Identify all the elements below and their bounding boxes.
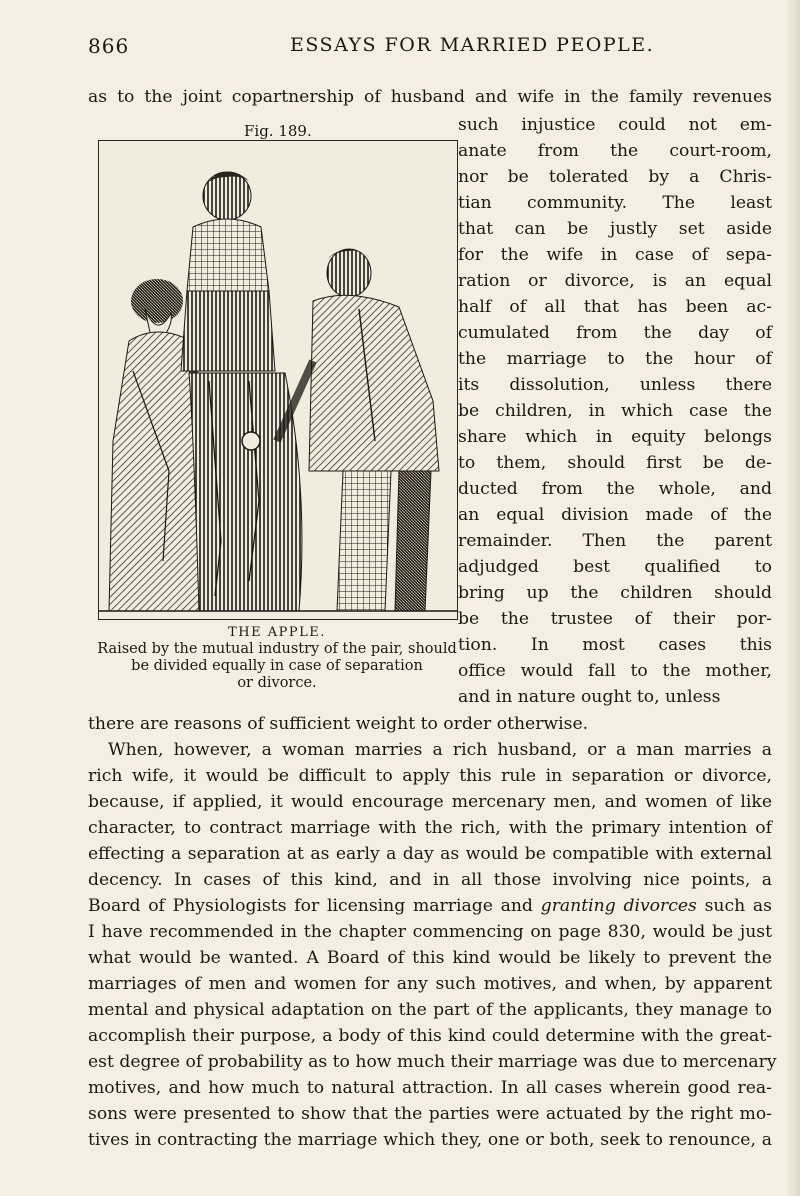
page-number: 866 (88, 34, 130, 58)
caption-title: THE APPLE. (228, 625, 326, 640)
column-line: the marriage to the hour of (458, 349, 772, 369)
body-line: because, if applied, it would encourage mercenary men, and women of like (88, 792, 772, 812)
body-line: est degree of probability as to how much their marriage was due to mercenary (88, 1052, 777, 1072)
column-line: its dissolution, unless there (458, 375, 772, 395)
body-line: decency. In cases of this kind, and in all those involving nice points, a (88, 870, 772, 890)
column-line: ration or divorce, is an equal (458, 271, 772, 291)
body-line: what would be wanted. A Board of this kind would be likely to prevent the (88, 948, 772, 968)
body-line: accomplish their purpose, a body of this kind could determine with the great- (88, 1026, 772, 1046)
apple-icon (242, 432, 260, 450)
body-line: rich wife, it would be difficult to apply this rule in separation or divorce, (88, 766, 772, 786)
caption-line: or divorce. (237, 675, 317, 691)
column-line: adjudged best qualified to (458, 557, 772, 577)
body-line: character, to contract marriage with the rich, with the primary intention of (88, 818, 772, 838)
body-line: effecting a separation at as early a day as would be compatible with external (88, 844, 772, 864)
column-line: and in nature ought to, unless (458, 687, 721, 707)
page-edge-shadow (786, 0, 800, 1196)
body-line-part: such as (696, 896, 772, 916)
figure-label: Fig. 189. (244, 122, 312, 140)
body-line: sons were presented to show that the parties were actuated by the right mo- (88, 1104, 772, 1124)
italic-phrase: granting divorces (540, 896, 697, 916)
column-line: tion. In most cases this (458, 635, 772, 655)
column-line: such injustice could not em- (458, 115, 772, 135)
column-line: be children, in which case the (458, 401, 772, 421)
column-line: to them, should first be de- (458, 453, 772, 473)
running-head: ESSAYS FOR MARRIED PEOPLE. (290, 34, 655, 56)
body-line: When, however, a woman marries a rich husband, or a man marries a (108, 740, 772, 760)
column-line: an equal division made of the (458, 505, 772, 525)
column-line: for the wife in case of sepa- (458, 245, 772, 265)
column-line: ducted from the whole, and (458, 479, 772, 499)
body-line (88, 895, 772, 917)
column-line: share which in equity belongs (458, 427, 772, 447)
column-line: office would fall to the mother, (458, 661, 772, 681)
column-line: half of all that has been ac- (458, 297, 772, 317)
column-line: bring up the children should (458, 583, 772, 603)
couple-engraving (99, 141, 457, 619)
column-line: anate from the court-room, (458, 141, 772, 161)
body-line-1: as to the joint copartnership of husband and wife in the family revenues (88, 87, 772, 107)
column-line: cumulated from the day of (458, 323, 772, 343)
figure-illustration (98, 140, 458, 620)
caption-line: Raised by the mutual industry of the pair, should (97, 641, 457, 657)
column-line: remainder. Then the parent (458, 531, 772, 551)
page-header (88, 34, 778, 60)
column-line: tian community. The least (458, 193, 772, 213)
body-line: there are reasons of sufficient weight to order otherwise. (88, 714, 589, 734)
column-line: nor be tolerated by a Chris- (458, 167, 772, 187)
body-line: tives in contracting the marriage which they, one or both, seek to renounce, a (88, 1130, 772, 1150)
body-line: mental and physical adaptation on the part of the applicants, they manage to (88, 1000, 772, 1020)
column-line: that can be justly set aside (458, 219, 772, 239)
body-line-part: Board of Physiologists for licensing marriage and (88, 896, 541, 916)
caption-line: be divided equally in case of separation (131, 658, 423, 674)
column-line: be the trustee of their por- (458, 609, 772, 629)
child-figure (181, 171, 302, 611)
body-line: motives, and how much to natural attraction. In all cases wherein good rea- (88, 1078, 772, 1098)
body-line: I have recommended in the chapter commencing on page 830, would be just (88, 922, 772, 942)
body-line: marriages of men and women for any such motives, and when, by apparent (88, 974, 772, 994)
